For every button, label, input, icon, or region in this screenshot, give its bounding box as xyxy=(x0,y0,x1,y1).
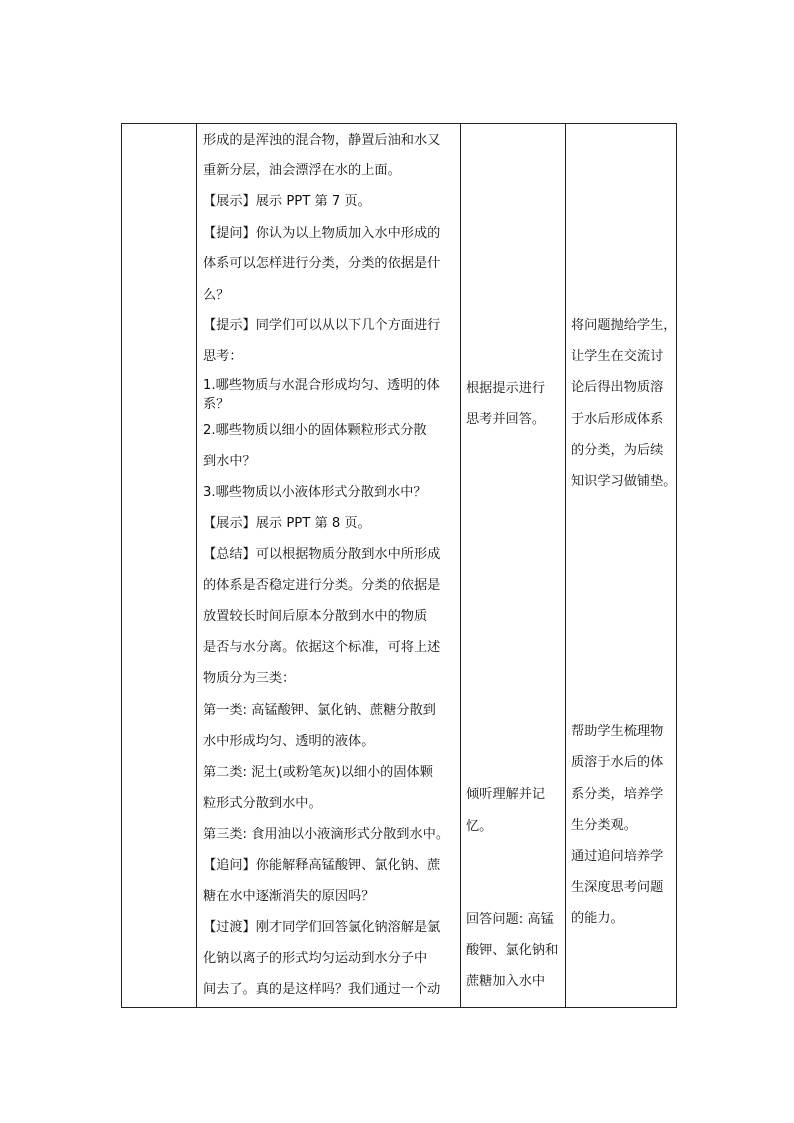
intent-line: 将问题抛给学生， xyxy=(571,318,677,333)
teacher-line: 是否与水分离。依据这个标准，可将上述 xyxy=(203,640,441,655)
teacher-line: 2.哪些物质以细小的固体颗粒形式分散 xyxy=(203,423,427,438)
teacher-line: 么？ xyxy=(203,288,230,303)
teacher-line: 第三类: 食用油以小液滴形式分散到水中。 xyxy=(203,827,450,842)
teacher-line: 【提问】你认为以上物质加入水中形成的 xyxy=(203,226,441,241)
intent-line: 让学生在交流讨 xyxy=(571,349,664,364)
teacher-activity-cell xyxy=(197,124,461,1007)
design-intent-cell xyxy=(566,124,678,1007)
intent-line: 于水后形成体系 xyxy=(571,412,664,427)
teacher-line: 间去了。真的是这样吗？我们通过一个动 xyxy=(203,982,441,997)
student-line: 酸钾、氯化钠和 xyxy=(466,943,559,958)
intent-line: 生深度思考问题 xyxy=(571,880,664,895)
student-line: 思考并回答。 xyxy=(466,412,546,427)
student-line: 蔗糖加入水中 xyxy=(466,974,546,989)
teacher-line: 3.哪些物质以小液体形式分散到水中？ xyxy=(203,485,427,500)
teacher-line: 【展示】展示 PPT 第 8 页。 xyxy=(203,516,371,531)
teacher-line: 物质分为三类： xyxy=(203,671,296,686)
teacher-line: 体系可以怎样进行分类，分类的依据是什 xyxy=(203,256,441,271)
stage-cell xyxy=(122,124,197,1007)
lesson-table xyxy=(121,123,677,1008)
intent-line: 通过追问培养学 xyxy=(571,849,664,864)
teacher-line: 形成的是浑浊的混合物，静置后油和水又 xyxy=(203,133,441,148)
teacher-line: 糖在水中逐渐消失的原因吗？ xyxy=(203,889,375,904)
teacher-line: 的体系是否稳定进行分类。分类的依据是 xyxy=(203,578,441,593)
student-line: 根据提示进行 xyxy=(466,381,546,396)
teacher-line: 粒形式分散到水中。 xyxy=(203,796,322,811)
intent-line: 的分类，为后续 xyxy=(571,443,664,458)
intent-line: 论后得出物质溶 xyxy=(571,380,664,395)
student-line: 回答问题: 高锰 xyxy=(466,912,554,927)
teacher-line: 重新分层，油会漂浮在水的上面。 xyxy=(203,163,401,178)
teacher-line: 【展示】展示 PPT 第 7 页。 xyxy=(203,194,371,209)
teacher-line: 1.哪些物质与水混合形成均匀、透明的体 xyxy=(203,378,440,393)
teacher-line: 【过渡】刚才同学们回答氯化钠溶解是氯 xyxy=(203,920,441,935)
teacher-line: 系？ xyxy=(203,397,230,412)
teacher-line: 思考： xyxy=(203,349,243,364)
intent-line: 知识学习做铺垫。 xyxy=(571,474,677,489)
student-line: 忆。 xyxy=(466,819,493,834)
teacher-line: 第一类: 高锰酸钾、氯化钠、蔗糖分散到 xyxy=(203,703,436,718)
intent-line: 生分类观。 xyxy=(571,818,637,833)
teacher-line: 放置较长时间后原本分散到水中的物质 xyxy=(203,609,428,624)
student-activity-cell xyxy=(461,124,566,1007)
teacher-line: 【追问】你能解释高锰酸钾、氯化钠、蔗 xyxy=(203,858,441,873)
teacher-line: 第二类: 泥土(或粉笔灰)以细小的固体颗 xyxy=(203,765,433,780)
intent-line: 的能力。 xyxy=(571,911,624,926)
teacher-line: 到水中？ xyxy=(203,454,256,469)
student-line: 倾听理解并记 xyxy=(466,787,546,802)
teacher-line: 化钠以离子的形式均匀运动到水分子中 xyxy=(203,951,428,966)
teacher-line: 水中形成均匀、透明的液体。 xyxy=(203,734,375,749)
intent-line: 系分类，培养学 xyxy=(571,787,664,802)
intent-line: 帮助学生梳理物 xyxy=(571,724,664,739)
intent-line: 质溶于水后的体 xyxy=(571,755,664,770)
teacher-line: 【总结】可以根据物质分散到水中所形成 xyxy=(203,547,441,562)
teacher-line: 【提示】同学们可以从以下几个方面进行 xyxy=(203,318,441,333)
